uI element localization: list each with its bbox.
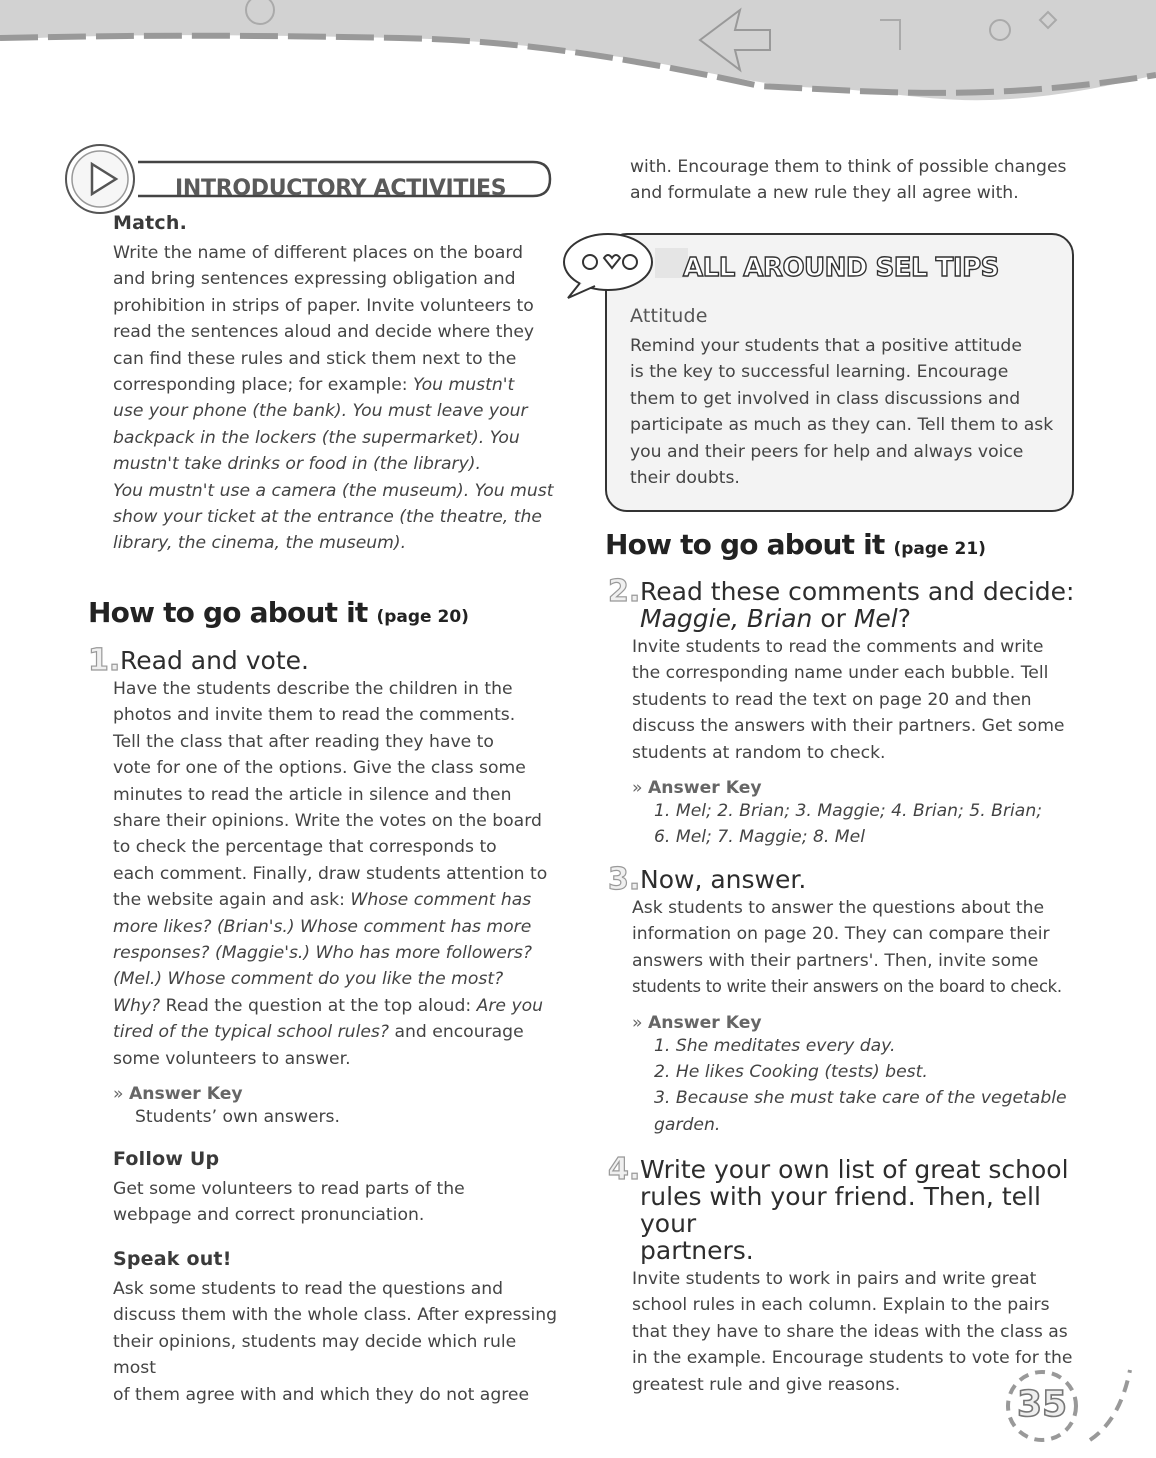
text-line: mustn't take drinks or food in (the library). — [113, 454, 481, 475]
decorative-top-banner — [0, 0, 1156, 120]
activity-title: Now, answer. — [640, 865, 807, 894]
text-line: discuss the answers with their partners. Get some — [632, 716, 1065, 737]
text-line: that they have to share the ideas with the class as — [632, 1321, 1068, 1342]
text-line: students at random to check. — [632, 742, 886, 763]
text-line: photos and invite them to read the comments. — [113, 705, 516, 726]
activity-title: Write your own list of great school — [640, 1155, 1069, 1184]
text-line: them to get involved in class discussions and — [630, 388, 1021, 409]
answer-key: » Answer Key Students’ own answers. — [113, 1084, 558, 1130]
activity-3 — [608, 862, 1088, 1138]
answer-key: » Answer Key 1. Mel; 2. Brian; 3. Maggie; 4. Brian; 5. Brian; 6. Mel; 7. Maggie; 8. Mel — [632, 778, 1088, 851]
match-body — [113, 240, 558, 557]
follow-up-heading: Follow Up — [113, 1148, 220, 1170]
text-line: Ask some students to read the questions and — [113, 1279, 504, 1299]
section-page-ref: (page 20) — [376, 607, 469, 627]
text-line: Remind your students that a positive attitude — [630, 336, 1022, 356]
text-line: corresponding place; for example: You mustn't — [113, 375, 515, 396]
text-line: library, the cinema, the museum). — [113, 533, 407, 554]
text-line: discuss them with the whole class. After expressing — [113, 1305, 558, 1326]
text-line: is the key to successful learning. Encourage — [630, 362, 1009, 383]
text-line: to check the percentage that corresponds to — [113, 837, 497, 858]
section-title: How to go about it — [605, 528, 885, 561]
text-line: share their opinions. Write the votes on the board — [113, 811, 542, 832]
sel-tips-content — [630, 305, 1055, 491]
text-line: read the sentences aloud and decide where they — [113, 322, 535, 343]
text-line: Tell the class that after reading they have to — [113, 731, 494, 752]
answer-line: 6. Mel; 7. Maggie; 8. Mel — [654, 827, 865, 848]
continued-text — [630, 154, 1066, 207]
answer-line: 3. Because she must take care of the vegetable — [654, 1088, 1067, 1109]
answer-line: 2. He likes Cooking (tests) best. — [654, 1062, 928, 1083]
answer-key-label: Answer Key — [647, 1012, 762, 1033]
activity-title: Read and vote. — [120, 646, 309, 675]
match-heading: Match. — [113, 212, 188, 234]
text-line: use your phone (the bank). You must leave your — [113, 401, 528, 422]
section-page-ref: (page 21) — [893, 539, 986, 559]
answer-key-label: Answer Key — [128, 1084, 243, 1105]
answer-line: 1. She meditates every day. — [654, 1035, 896, 1056]
section-title: How to go about it — [88, 596, 368, 629]
text-line: responses? (Maggie's.) Who has more followers? — [113, 943, 533, 964]
text-line: their doubts. — [630, 468, 740, 489]
text-line: vote for one of the options. Give the class some — [113, 758, 526, 779]
follow-up-section — [113, 1148, 558, 1229]
speak-out-heading: Speak out! — [113, 1248, 232, 1270]
speech-bubble-icon — [560, 228, 690, 308]
section-heading-page21 — [605, 528, 986, 561]
text-line: school rules in each column. Explain to the pairs — [632, 1295, 1050, 1316]
text-line: Have the students describe the children in the — [113, 679, 513, 699]
answer-key-label: Answer Key — [647, 778, 762, 799]
activity-title-line2: Maggie, Brian or Mel? — [640, 604, 912, 633]
activity-1 — [88, 643, 558, 1131]
text-line: Write the name of different places on the board — [113, 243, 524, 263]
text-line: students to write their answers on the board to check. — [632, 977, 1062, 997]
activity-number: 4. — [608, 1152, 641, 1187]
text-line: tired of the typical school rules? and encourage — [113, 1022, 524, 1043]
text-line: with. Encourage them to think of possible changes — [630, 157, 1067, 177]
activity-1-body — [113, 676, 558, 1072]
text-line: minutes to read the article in silence and then — [113, 784, 512, 805]
text-line: greatest rule and give reasons. — [632, 1374, 901, 1395]
text-line: students to read the text on page 20 and then — [632, 689, 1032, 710]
section-heading-page20 — [88, 596, 469, 629]
introductory-activities-title: INTRODUCTORY ACTIVITIES — [175, 176, 507, 201]
text-line: can find these rules and stick them next to the — [113, 348, 517, 369]
text-line: (Mel.) Whose comment do you like the most? — [113, 969, 504, 990]
text-line: their opinions, students may decide which rule most — [113, 1331, 517, 1379]
text-line: some volunteers to answer. — [113, 1048, 351, 1069]
text-line: backpack in the lockers (the supermarket). You — [113, 427, 520, 448]
answer-key: » Answer Key 1. She meditates every day. 2. He likes Cooking (tests) best. 3. Because she must take care of the vegetable garden. — [632, 1013, 1088, 1139]
attitude-heading: Attitude — [630, 305, 708, 327]
activity-title: Read these comments and decide: — [640, 577, 1075, 606]
activity-number: 1. — [88, 643, 121, 678]
text-line: in the example. Encourage students to vote for the — [632, 1348, 1073, 1369]
text-line: You mustn't use a camera (the museum). You must — [113, 480, 554, 501]
match-section — [113, 212, 558, 557]
text-line: Ask students to answer the questions about the — [632, 898, 1045, 918]
activity-number: 3. — [608, 862, 641, 897]
text-line: Invite students to read the comments and write — [632, 637, 1044, 657]
answer-line: garden. — [654, 1114, 721, 1135]
text-line: prohibition in strips of paper. Invite volunteers to — [113, 295, 534, 316]
text-line: you and their peers for help and always voice — [630, 441, 1024, 462]
text-line: participate as much as they can. Tell them to ask — [630, 415, 1054, 436]
page-number: 35 — [1016, 1384, 1068, 1425]
text-line: Get some volunteers to read parts of the — [113, 1179, 465, 1199]
text-line: answers with their partners'. Then, invite some — [632, 950, 1039, 971]
text-line: Invite students to work in pairs and write great — [632, 1269, 1037, 1289]
text-line: more likes? (Brian's.) Whose comment has more — [113, 916, 532, 937]
sel-tips-title: ALL AROUND SEL TIPS — [683, 253, 999, 283]
text-line: and formulate a new rule they all agree with. — [630, 183, 1019, 204]
text-line: show your ticket at the entrance (the theatre, the — [113, 507, 542, 528]
text-line: webpage and correct pronunciation. — [113, 1205, 425, 1226]
text-line: the website again and ask: Whose comment has — [113, 890, 532, 911]
activity-title: rules with your friend. Then, tell your — [640, 1182, 1041, 1238]
text-line: and bring sentences expressing obligation and — [113, 269, 516, 290]
text-line: Why? Read the question at the top aloud: Are you — [113, 995, 544, 1016]
text-line: information on page 20. They can compare their — [632, 924, 1050, 945]
text-line: each comment. Finally, draw students attention to — [113, 863, 548, 884]
text-line: the corresponding name under each bubble. Tell — [632, 663, 1049, 684]
activity-2 — [608, 574, 1088, 851]
answer-line: 1. Mel; 2. Brian; 3. Maggie; 4. Brian; 5. Brian; — [654, 801, 1043, 822]
answer-key-text: Students’ own answers. — [135, 1107, 340, 1128]
text-line: of them agree with and which they do not agree — [113, 1384, 530, 1405]
speak-out-section — [113, 1248, 558, 1408]
activity-title: partners. — [640, 1236, 754, 1265]
activity-number: 2. — [608, 574, 641, 609]
